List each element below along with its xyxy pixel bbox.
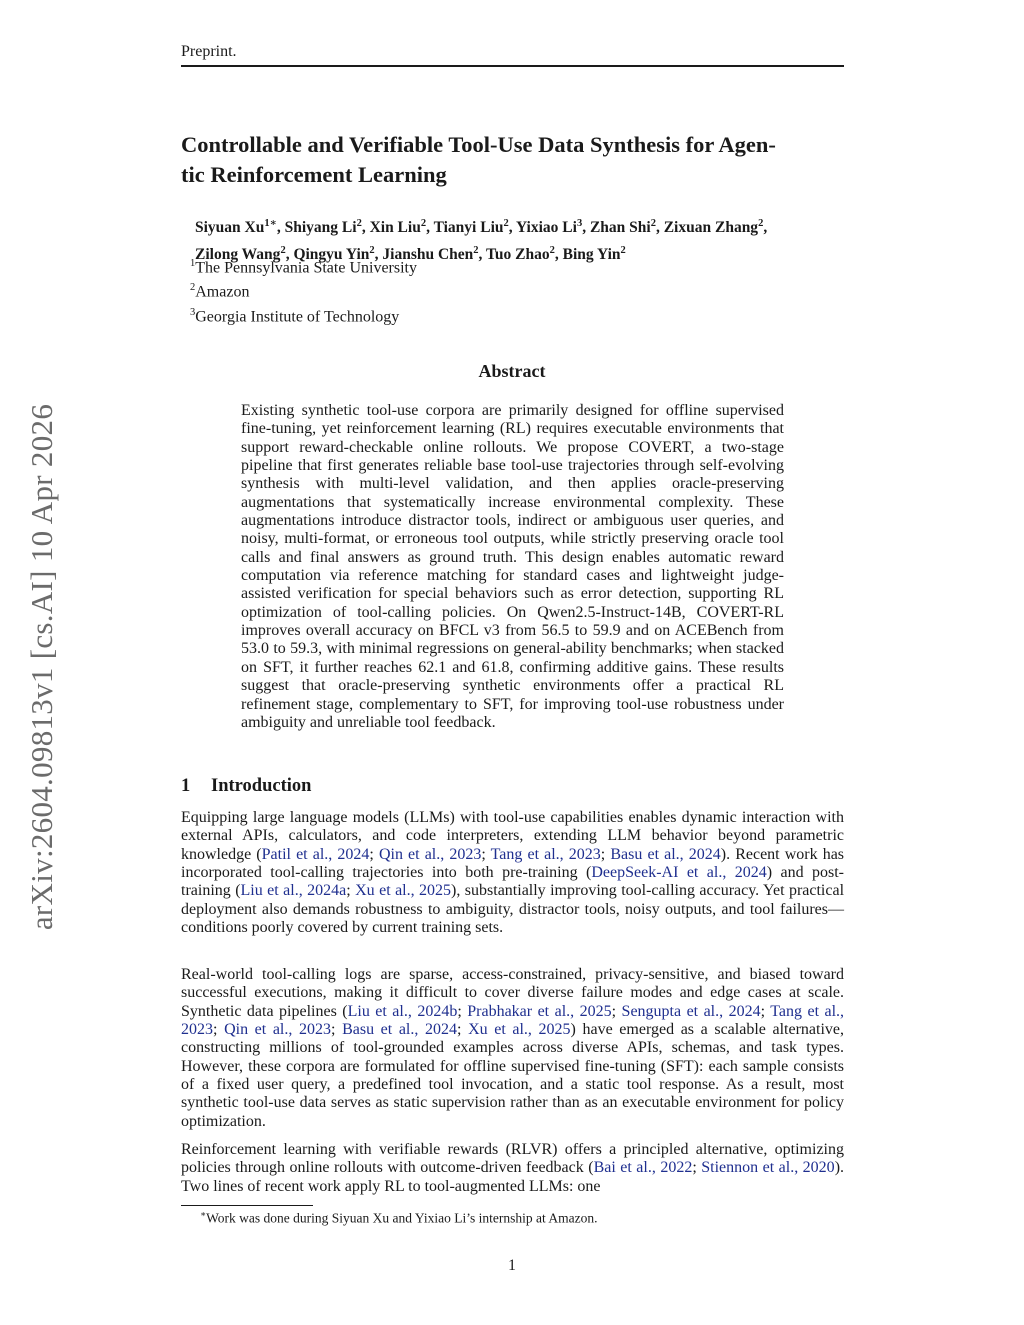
affiliation-number: 3 [190, 306, 196, 318]
author-name: Zhan Shi [589, 219, 651, 237]
citation-link[interactable]: Patil et al., 2024 [261, 845, 370, 863]
author-affiliation-number: 2 [369, 245, 375, 257]
citation-link[interactable]: DeepSeek-AI et al., 2024 [591, 864, 767, 882]
abstract-text: Existing synthetic tool-use corpora are primarily designed for offline supervised fine-tuning, yet reinforcement learning (RL) requires executable environments that support reward-checkable online rollouts. We propose COVERT, a two-stage pipeline that first generates reliable base tool-use trajectories through self-evolving synthesis with multi-level validation, and then applies oracle-preserving augmentations that systematically increase environmental complexity. These augmentations introduce distractor tools, indirect or ambiguous user queries, and noisy, multi-format, or erroneous tool outputs, while strictly preserving oracle tool calls and final answers as ground truth. This design enables automatic reward computation via reference matching for standard cases and lightweight judge-assisted verification for special behaviors such as error detection, supporting RL optimization of tool-calling policies. On Qwen2.5-Instruct-14B, COVERT-RL improves overall accuracy on BFCL v3 from 56.5 to 59.9 and on ACEBench from 53.0 to 59.3, with minimal regressions on general-ability benchmarks; when stacked on SFT, it further reaches 62.1 and 61.8, confirming additive gains. These results suggest that oracle-preserving synthetic environments offer a practical RL refinement stage, complementary to SFT, for improving tool-use robustness under ambiguity and unreliable tool feedback. [241, 402, 784, 731]
author-line-2: Zilong Wang$^2$, Qingyu Yin$^2$, Jianshu Chen$^2$, Tuo Zhao$^2$, Bing Yin$^2$ [195, 245, 626, 264]
affiliation [190, 303, 417, 327]
author-name: Zixuan Zhang [663, 219, 759, 237]
author-affiliation-number: 2 [758, 218, 764, 229]
footnote [200, 1209, 597, 1227]
affiliation-name: Amazon [195, 283, 250, 301]
arxiv-stamp [22, 374, 62, 960]
affiliation-name: The Pennsylvania State University [195, 259, 417, 277]
abstract-heading: Abstract [478, 361, 546, 381]
paragraph-1: Equipping large language models (LLMs) with tool-use capabilities enables dynamic interaction with external APIs, calculators, and code interpreters, extending LLM behavior beyond parametric knowledge (Patil et al., 2024; Qin et al., 2023; Tang et al., 2023; Basu et al., 2024). Recent work has incorporated tool-calling trajectories into both pre-training (DeepSeek-AI et al., 2024) and post-training (Liu et al., 2024a; Xu et al., 2025), substantially improving tool-calling accuracy. Yet practical deployment also demands robustness to ambiguity, distractor tools, noisy outputs, and tool failures—conditions poorly covered by current training sets. [181, 809, 845, 937]
footnote-mark: ∗ [200, 1209, 207, 1219]
footnote-rule [181, 1205, 313, 1206]
title-line-2: tic Reinforcement Learning [181, 162, 447, 187]
citation-link[interactable]: Bai et al., 2022 [593, 1159, 693, 1177]
paper-title [181, 130, 844, 190]
affiliation-name: Georgia Institute of Technology [195, 307, 400, 325]
author-affiliation-number: 3 [576, 218, 583, 229]
citation-link[interactable]: Qin et al., 2023 [378, 845, 482, 863]
author-affiliation-number: 2 [356, 218, 362, 229]
section-heading-introduction [181, 776, 311, 797]
citation-link[interactable]: Tang et al., 2023 [181, 1002, 845, 1039]
citation-link[interactable]: Prabhakar et al., 2025 [467, 1002, 612, 1020]
citation-link[interactable]: Sengupta et al., 2024 [621, 1002, 761, 1020]
paragraph-2: Real-world tool-calling logs are sparse, access-constrained, privacy-sensitive, and biased toward successful executions, making it difficult to cover diverse failure modes and edge cases at scale. Synthetic data pipelines (Liu et al., 2024b; Prabhakar et al., 2025; Sengupta et al., 2024; Tang et al., 2023; Qin et al., 2023; Basu et al., 2024; Xu et al., 2025) have emerged as a scalable alternative, constructing millions of tool-grounded examples across diverse APIs, schemas, and task types. However, these corpora are formulated for offline supervised fine-tuning (SFT): each sample consists of a fixed user query, a predefined tool invocation, and a static tool response. As a result, most synthetic tool-use data serves as static supervision rather than as an executable environment for policy optimization. [181, 966, 845, 1130]
arxiv-stamp-text: arXiv:2604.09813v1 [cs.AI] 10 Apr 2026 [24, 403, 59, 931]
author-affiliation-number: 2 [503, 218, 509, 229]
citation-link[interactable]: Basu et al., 2024 [342, 1021, 457, 1039]
citation-link[interactable]: Basu et al., 2024 [610, 845, 721, 863]
affiliation-list [190, 254, 417, 327]
author-name: Bing Yin [562, 246, 621, 264]
author-affiliation-number: 1 [264, 218, 270, 229]
citation-link[interactable]: Tang et al., 2023 [490, 845, 601, 863]
affiliation-number: 1 [190, 258, 196, 269]
author-affiliation-number: 2 [620, 245, 626, 257]
citation-link[interactable]: Xu et al., 2025 [355, 882, 452, 900]
author-affiliation-number: 2 [473, 245, 479, 257]
running-header: Preprint. [181, 43, 237, 60]
author-name: Jianshu Chen [382, 246, 474, 264]
section-number: 1 [181, 776, 191, 796]
author-name: Tuo Zhao [486, 246, 550, 264]
author-affiliation-number: 2 [280, 245, 286, 257]
author-name: Qingyu Yin [293, 246, 370, 264]
citation-link[interactable]: Xu et al., 2025 [468, 1021, 571, 1039]
author-name: Zilong Wang [195, 246, 281, 264]
author-line-1: Siyuan $Xu^{1∗}$, Shiyang Li$^2$, Xin Liu$^2$, Tianyi Liu$^2$, Yixiao Li$^3$, Zhan Shi$^2$, Zixuan Zhang$^2$, [195, 218, 768, 237]
affiliation-number: 2 [190, 282, 196, 294]
author-name: Shiyang Li [284, 219, 357, 237]
author-affiliation-number: 2 [420, 218, 427, 229]
page-number: 1 [508, 1257, 516, 1274]
citation-link[interactable]: Liu et al., 2024a [240, 882, 347, 900]
section-title: Introduction [211, 776, 312, 796]
title-line-1: Controllable and Verifiable Tool-Use Data Synthesis for Agen- [181, 132, 776, 157]
author-footnote-mark: ∗ [269, 218, 277, 229]
author-affiliation-number: 2 [650, 218, 656, 229]
author-name: Xin Liu [369, 219, 421, 237]
header-rule [181, 65, 844, 67]
author-name: Tianyi Liu [433, 219, 504, 237]
affiliation [190, 278, 417, 302]
paragraph-3: Reinforcement learning with verifiable rewards (RLVR) offers a principled alternative, optimizing policies through online rollouts with outcome-driven feedback (Bai et al., 2022; Stiennon et al., 2020). Two lines of recent work apply RL to tool-augmented LLMs: one [181, 1141, 845, 1195]
author-name: Yixiao Li [515, 219, 577, 237]
citation-link[interactable]: Qin et al., 2023 [224, 1021, 331, 1039]
citation-link[interactable]: Stiennon et al., 2020 [701, 1159, 835, 1177]
author-affiliation-number: 2 [549, 245, 555, 257]
affiliation [190, 254, 417, 278]
footnote-text: Work was done during Siyuan Xu and Yixiao Li’s internship at Amazon. [206, 1210, 598, 1226]
citation-link[interactable]: Liu et al., 2024b [347, 1002, 458, 1020]
author-name: Siyuan Xu [195, 219, 265, 237]
